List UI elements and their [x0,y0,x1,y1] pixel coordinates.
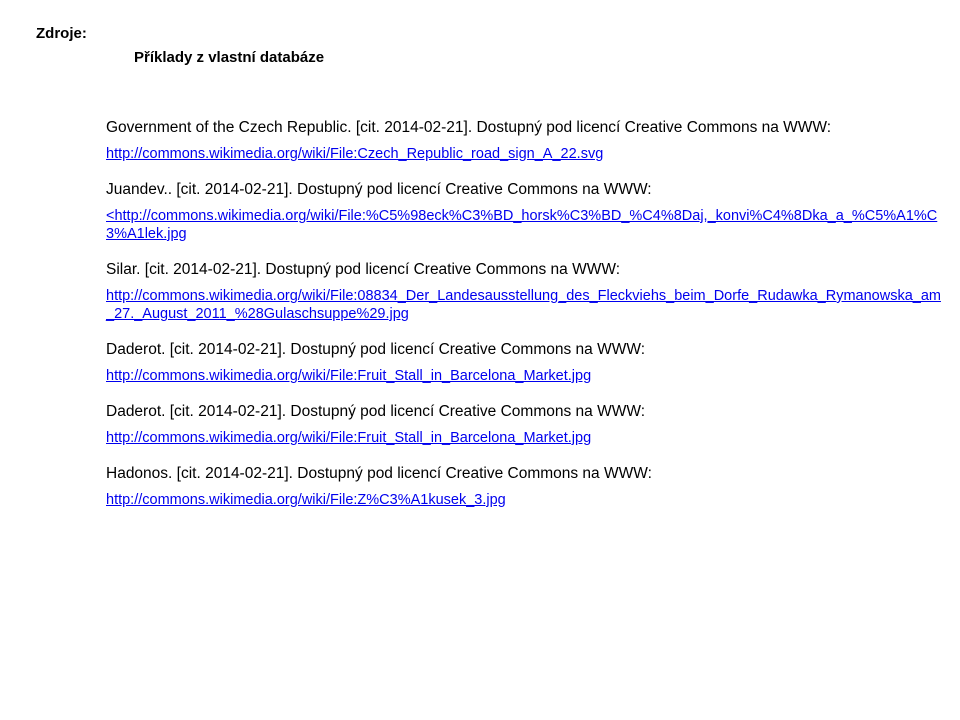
reference-text: Hadonos. [cit. 2014-02-21]. Dostupný pod licencí Creative Commons na WWW: [106,465,652,482]
reference-link[interactable]: http://commons.wikimedia.org/wiki/File:Czech_Republic_road_sign_A_22.svg [106,146,604,162]
reference-item [106,118,948,163]
reference-text: Daderot. [cit. 2014-02-21]. Dostupný pod licencí Creative Commons na WWW: [106,403,645,420]
reference-link[interactable]: http://commons.wikimedia.org/wiki/File:Fruit_Stall_in_Barcelona_Market.jpg [106,368,592,384]
reference-link[interactable]: <http://commons.wikimedia.org/wiki/File:%C5%98eck%C3%BD_horsk%C3%BD_%C4%8Daj,_konvi%C4%8Dka_a_%C5%A1%C3%A1lek.jpg [106,208,938,242]
reference-item [106,340,948,385]
reference-text: Daderot. [cit. 2014-02-21]. Dostupný pod licencí Creative Commons na WWW: [106,341,645,358]
reference-text: Juandev.. [cit. 2014-02-21]. Dostupný pod licencí Creative Commons na WWW: [106,181,652,198]
reference-item [106,180,948,243]
reference-list [106,118,948,526]
reference-item [106,260,948,323]
reference-item [106,464,948,509]
page-subtitle: Příklady z vlastní databáze [134,49,325,66]
reference-link[interactable]: http://commons.wikimedia.org/wiki/File:Z%C3%A1kusek_3.jpg [106,492,506,508]
reference-text: Government of the Czech Republic. [cit. 2014-02-21]. Dostupný pod licencí Creative Commons na WWW: [106,119,832,136]
reference-link[interactable]: http://commons.wikimedia.org/wiki/File:Fruit_Stall_in_Barcelona_Market.jpg [106,430,592,446]
reference-text: Silar. [cit. 2014-02-21]. Dostupný pod licencí Creative Commons na WWW: [106,261,621,278]
reference-item [106,402,948,447]
page-title: Zdroje: [36,25,87,42]
reference-link[interactable]: http://commons.wikimedia.org/wiki/File:08834_Der_Landesausstellung_des_Fleckviehs_beim_Dorfe_Rudawka_Rymanowska_am_27._August_2011_%28Gulaschsuppe%29.jpg [106,288,941,322]
